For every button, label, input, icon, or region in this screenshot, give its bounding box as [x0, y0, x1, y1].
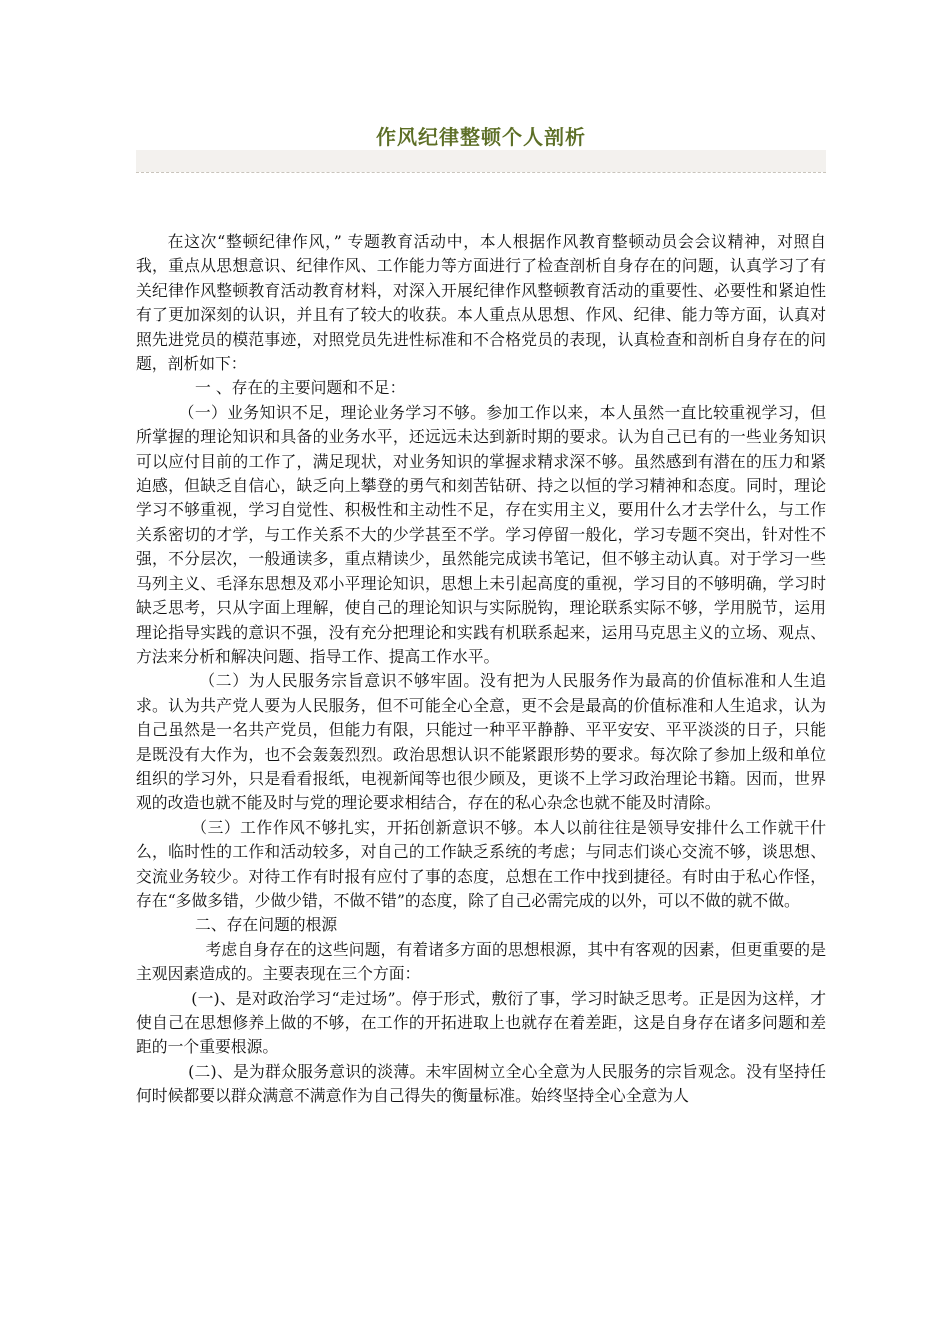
paragraph-problem-1: （一）业务知识不足，理论业务学习不够。参加工作以来，本人虽然一直比较重视学习，但所掌握的理论知识和具备的业务水平，还远远未达到新时期的要求。认为自己已有的一些业务知识可以应付目前的工作了，满足现状，对业务知识的掌握求精求深不够。虽然感到有潜在的压力和紧迫感，但缺乏自信心，缺乏向上攀登的勇气和刻苦钻研、持之以恒的学习精神和态度。同时，理论学习不够重视，学习自觉性、积极性和主动性不足，存在实用主义，要用什么才去学什么，与工作关系密切的才学，与工作关系不大的少学甚至不学。学习停留一般化，学习专题不突出，针对性不强，不分层次，一般通读多，重点精读少，虽然能完成读书笔记，但不够主动认真。对于学习一些马列主义、毛泽东思想及邓小平理论知识，思想上未引起高度的重视，学习目的不够明确，学习时缺乏思考，只从字面上理解，使自己的理论知识与实际脱钩，理论联系实际不够，学用脱节，运用理论指导实践的意识不强，没有充分把理论和实践有机联系起来，运用马克思主义的立场、观点、方法来分析和解决问题、指导工作、提高工作水平。 — [136, 402, 826, 666]
title-banner — [136, 112, 826, 172]
paragraph-problem-2: （二）为人民服务宗旨意识不够牢固。没有把为人民服务作为最高的价值标准和人生追求。认为共产党人要为人民服务，但不可能全心全意，更不会是最高的价值标准和人生追求，认为自己虽然是一名共产党员，但能力有限，只能过一种平平静静、平平安安、平平淡淡的日子，只能是既没有大作为，也不会轰轰烈烈。政治思想认识不能紧跟形势的要求。每次除了参加上级和单位组织的学习外，只是看看报纸，电视新闻等也很少顾及，更谈不上学习政治理论书籍。因而，世界观的改造也就不能及时与党的理论要求相结合，存在的私心杂念也就不能及时清除。 — [136, 671, 826, 813]
paragraph-root-1: (一)、是对政治学习“走过场”。停于形式，敷衍了事，学习时缺乏思考。正是因为这样，才使自己在思想修养上做的不够，在工作的开拓进取上也就存在着差距，这是自身存在诸多问题和差距的一个重要根源。 — [136, 988, 826, 1057]
section-heading-problems: 一 、存在的主要问题和不足： — [195, 378, 406, 398]
document-page — [136, 112, 826, 1109]
paragraph-problem-3: （三）工作作风不够扎实，开拓创新意识不够。本人以前往往是领导安排什么工作就干什么，临时性的工作和活动较多，对自己的工作缺乏系统的考虑；与同志们谈心交流不够，谈思想、交流业务较少。对待工作有时报有应付了事的态度，总想在工作中找到捷径。有时由于私心作怪，存在“多做多错，少做少错，不做不错”的态度，除了自己必需完成的以外，可以不做的就不做。 — [136, 817, 826, 910]
paragraph-roots-intro: 考虑自身存在的这些问题，有着诸多方面的思想根源，其中有客观的因素，但更重要的是主观因素造成的。主要表现在三个方面： — [136, 939, 826, 984]
dashed-divider — [136, 172, 826, 173]
document-body — [136, 230, 826, 1109]
paragraph-root-2: (二)、是为群众服务意识的淡薄。未牢固树立全心全意为人民服务的宗旨观念。没有坚持任何时候都要以群众满意不满意作为自己得失的衡量标准。始终坚持全心全意为人 — [136, 1061, 826, 1106]
paragraph-intro: 在这次“整顿纪律作风，” 专题教育活动中，本人根据作风教育整顿动员会会议精神，对照自我，重点从思想意识、纪律作风、工作能力等方面进行了检查剖析自身存在的问题，认真学习了有关纪律作风整顿教育活动教育材料，对深入开展纪律作风整顿教育活动的重要性、必要性和紧迫性有了更加深刻的认识，并且有了较大的收获。本人重点从思想、作风、纪律、能力等方面，认真对照先进党员的模范事迹，对照党员先进性标准和不合格党员的表现，认真检查和剖析自身存在的问题，剖析如下： — [136, 232, 826, 374]
section-heading-roots: 二、存在问题的根源 — [195, 915, 338, 935]
document-title: 作风纪律整顿个人剖析 — [376, 125, 586, 149]
